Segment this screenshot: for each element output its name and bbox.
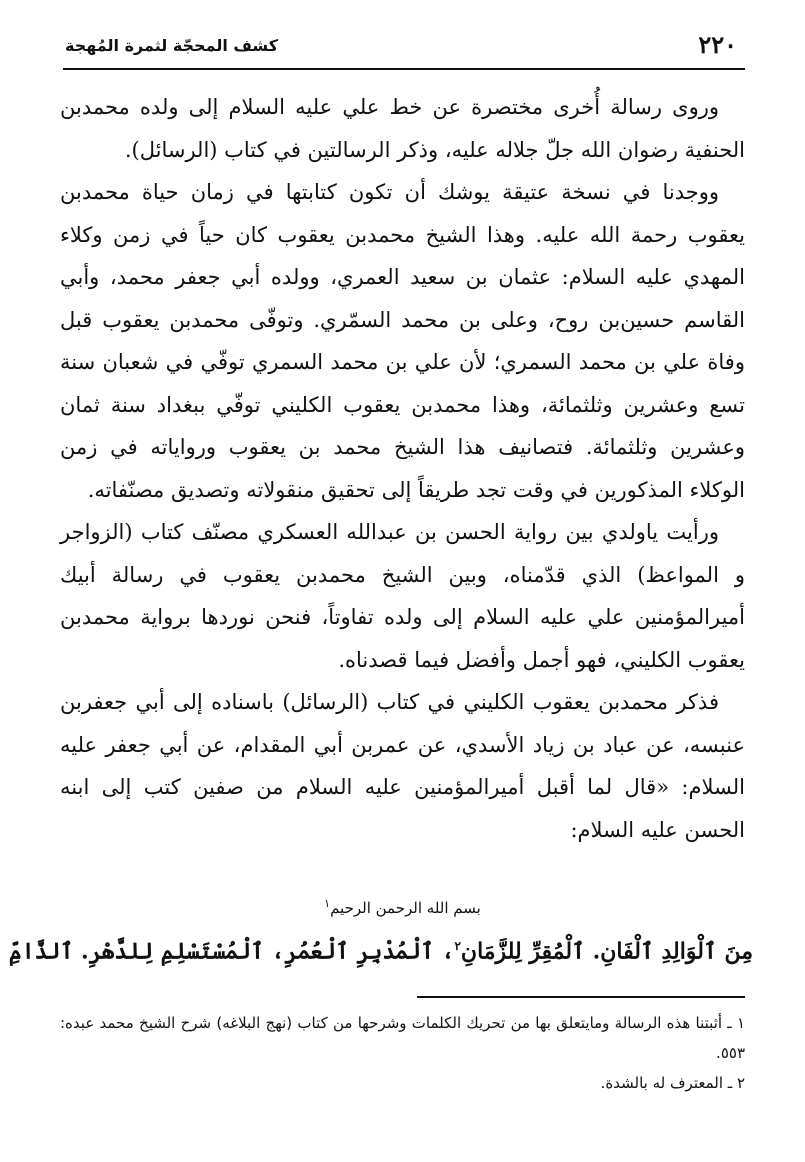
- footnote-marker-1: ١: [324, 897, 331, 910]
- main-text: [60, 86, 745, 851]
- page-number: ٢٢٠: [698, 30, 737, 59]
- basmala: [60, 897, 745, 917]
- footnote-1: ١ ـ أثبتنا هذه الرسالة ومايتعلق بها من تحريك الكلمات وشرحها من كتاب (نهج البلاغه) شرح الشيخ محمد عبده: ٥٥٣.: [60, 1014, 745, 1062]
- paragraph-2: ووجدنا في نسخة عتيقة يوشك أن تكون كتابتها في زمان حياة محمدبن يعقوب رحمة الله عليه. وهذا الشيخ محمدبن يعقوب كان حياً في زمن وكلاء المهدي عليه السلام: عثمان بن سعيد العمري، وولده أبي جعفر محمد، وأبي القاسم حسين‌بن روح، وعلى بن محمد السمّري. وتوفّى محمدبن يعقوب قبل وفاة علي بن محمد السمري؛ لأن علي بن محمد السمري توفّي في شعبان سنة تسع وعشرين وثلثمائة، وهذا محمدبن يعقوب الكليني توفّي ببغداد سنة ثمان وعشرين وثلثمائة. فتصانيف هذا الشيخ محمد بن يعقوب ورواياته في زمن الوكلاء المذكورين في وقت تجد طريقاً إلى تحقيق منقولاته وتصديق مصنّفاته.: [60, 180, 745, 502]
- basmala-text: بسم الله الرحمن الرحيم: [330, 899, 481, 917]
- footnote-marker-2: ٢: [454, 939, 461, 953]
- footnote-2: ٢ ـ المعترف له بالشدة.: [600, 1074, 745, 1092]
- paragraph-1: وروى رسالة أُخرى مختصرة عن خط علي عليه السلام إلى ولده محمدبن الحنفية رضوان الله جلّ جلاله عليه، وذكر الرسالتين في كتاب (الرسائل).: [60, 95, 745, 162]
- footnote-divider: [417, 996, 745, 998]
- paragraph-3: ورأيت ياولدي بين رواية الحسن بن عبدالله العسكري مصنّف كتاب (الزواجر و المواعظ) الذي قدّمناه، وبين الشيخ محمدبن يعقوب في رسالة أبيك أميرالمؤمنين علي عليه السلام إلى ولده تفاوتاً، فنحن نوردها برواية محمدبن يعقوب الكليني، فهو أجمل وأفضل فيما قصدناه.: [60, 520, 745, 672]
- paragraph-4: فذكر محمدبن يعقوب الكليني في كتاب (الرسائل) باسناده إلى أبي جعفربن عنبسه، عن عباد بن زياد الأسدي، عن عمربن أبي المقدام، عن أبي جعفر عليه السلام: «قال لما أقبل أميرالمؤمنين عليه السلام من صفين كتب إلى ابنه الحسن عليه السلام:: [60, 690, 745, 842]
- letter-text-part-1: مِنَ ٱلْوَالِدِ ٱلْفَانِ. ٱلْمُقِرِّ لِلزَّمَانِ: [460, 938, 753, 965]
- page-header: [63, 28, 745, 70]
- footnotes: [60, 1008, 745, 1098]
- letter-text-part-2: ، ٱلْمُدْبِرِ ٱلْعُمُرِ، ٱلْمُسْتَسْلِمِ لِلدَّهْرِ. ٱلذَّامِّ: [8, 938, 455, 965]
- letter-opening-line: [8, 926, 753, 971]
- running-title: كشف المحجّة لثمرة المُهجة: [65, 36, 279, 55]
